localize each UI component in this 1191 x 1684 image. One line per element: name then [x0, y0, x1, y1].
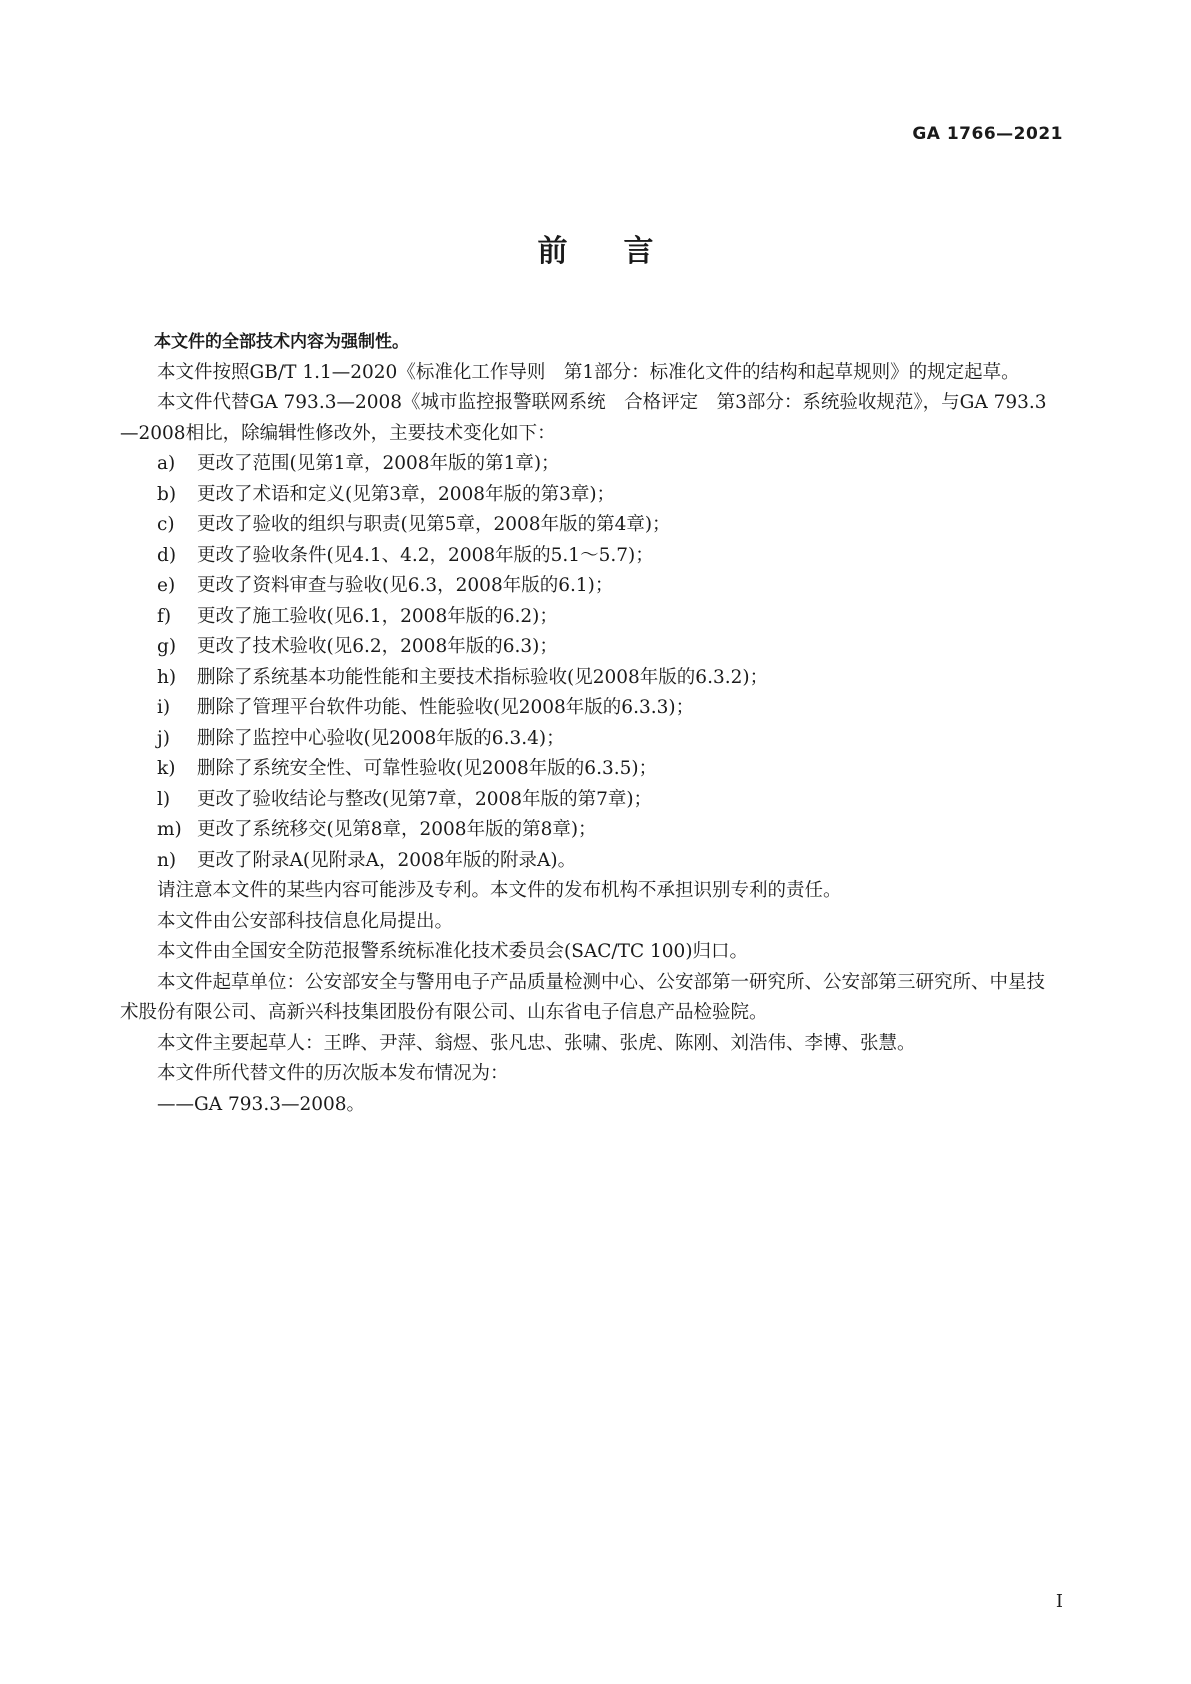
list-item — [120, 724, 1060, 755]
page-title: 前言 — [537, 234, 710, 269]
list-text: 删除了管理平台软件功能、性能验收(见2008年版的6.3.3)； — [197, 697, 695, 718]
drafters: 本文件主要起草人：王晔、尹萍、翁煜、张凡忠、张啸、张虎、陈刚、刘浩伟、李博、张慧。 — [157, 1032, 916, 1054]
history-intro: 本文件所代替文件的历次版本发布情况为： — [157, 1063, 509, 1084]
list-marker: f) — [157, 605, 172, 627]
list-text: 更改了术语和定义(见第3章，2008年版的第3章)； — [197, 483, 616, 505]
list-marker: c) — [157, 514, 175, 535]
document-code: GA 1766—2021 — [912, 124, 1063, 144]
list-item — [120, 846, 1060, 877]
proposed-by: 本文件由公安部科技信息化局提出。 — [157, 910, 454, 932]
list-marker: a) — [157, 453, 176, 474]
drafting-units: 本文件起草单位：公安部安全与警用电子产品质量检测中心、公安部第一研究所、公安部第三研究所、中星技术股份有限公司、高新兴科技集团股份有限公司、山东省电子信息产品检验院。 — [120, 971, 1046, 1023]
list-item — [120, 632, 1060, 663]
list-text: 更改了验收的组织与职责(见第5章，2008年版的第4章)； — [197, 514, 671, 535]
list-text: 更改了施工验收(见6.1，2008年版的6.2)； — [197, 605, 558, 627]
list-marker: j) — [157, 727, 170, 749]
list-text: 删除了监控中心验收(见2008年版的6.3.4)； — [197, 727, 565, 749]
list-marker: l) — [157, 788, 171, 810]
list-text: 更改了资料审查与验收(见6.3，2008年版的6.1)； — [197, 575, 614, 596]
list-text: 更改了验收结论与整改(见第7章，2008年版的第7章)； — [197, 788, 653, 810]
list-text: 更改了技术验收(见6.2，2008年版的6.3)； — [197, 636, 558, 657]
page-number: I — [1055, 1591, 1063, 1612]
list-item — [120, 602, 1060, 633]
list-item — [120, 571, 1060, 602]
list-text: 更改了系统移交(见第8章，2008年版的第8章)； — [197, 819, 597, 840]
list-marker: i) — [157, 697, 171, 718]
list-item — [120, 510, 1060, 541]
list-item — [120, 541, 1060, 572]
list-marker: h) — [157, 666, 177, 688]
list-item — [120, 663, 1060, 694]
list-text: 删除了系统安全性、可靠性验收(见2008年版的6.3.5)； — [197, 758, 658, 779]
replacement-paragraph: 本文件代替GA 793.3—2008《城市监控报警联网系统 合格评定 第3部分：系统验收规范》，与GA 793.3—2008相比，除编辑性修改外，主要技术变化如下： — [120, 392, 1047, 444]
list-text: 更改了验收条件(见4.1、4.2，2008年版的5.1～5.7)； — [197, 544, 654, 566]
list-item — [120, 449, 1060, 480]
list-marker: g) — [157, 636, 177, 657]
list-marker: k) — [157, 758, 176, 779]
list-marker: n) — [157, 849, 177, 871]
list-item — [120, 815, 1060, 846]
list-marker: b) — [157, 483, 177, 505]
list-item — [120, 693, 1060, 724]
changes-list — [120, 449, 1060, 876]
history-item: ——GA 793.3—2008。 — [157, 1093, 366, 1115]
list-item — [120, 785, 1060, 816]
centralized-by: 本文件由全国安全防范报警系统标准化技术委员会(SAC/TC 100)归口。 — [157, 941, 749, 962]
patent-notice: 请注意本文件的某些内容可能涉及专利。本文件的发布机构不承担识别专利的责任。 — [157, 880, 842, 901]
mandatory-statement: 本文件的全部技术内容为强制性。 — [154, 332, 409, 352]
list-item — [120, 754, 1060, 785]
drafting-rules-paragraph: 本文件按照GB/T 1.1—2020《标准化工作导则 第1部分：标准化文件的结构和起草规则》的规定起草。 — [157, 361, 1020, 383]
list-marker: e) — [157, 575, 176, 596]
list-text: 更改了附录A(见附录A，2008年版的附录A)。 — [197, 849, 577, 871]
list-marker: m) — [157, 819, 182, 840]
list-text: 删除了系统基本功能性能和主要技术指标验收(见2008年版的6.3.2)； — [197, 666, 769, 688]
foreword-body — [120, 327, 1060, 1120]
list-marker: d) — [157, 544, 177, 566]
list-item — [120, 480, 1060, 511]
list-text: 更改了范围(见第1章，2008年版的第1章)； — [197, 453, 560, 474]
